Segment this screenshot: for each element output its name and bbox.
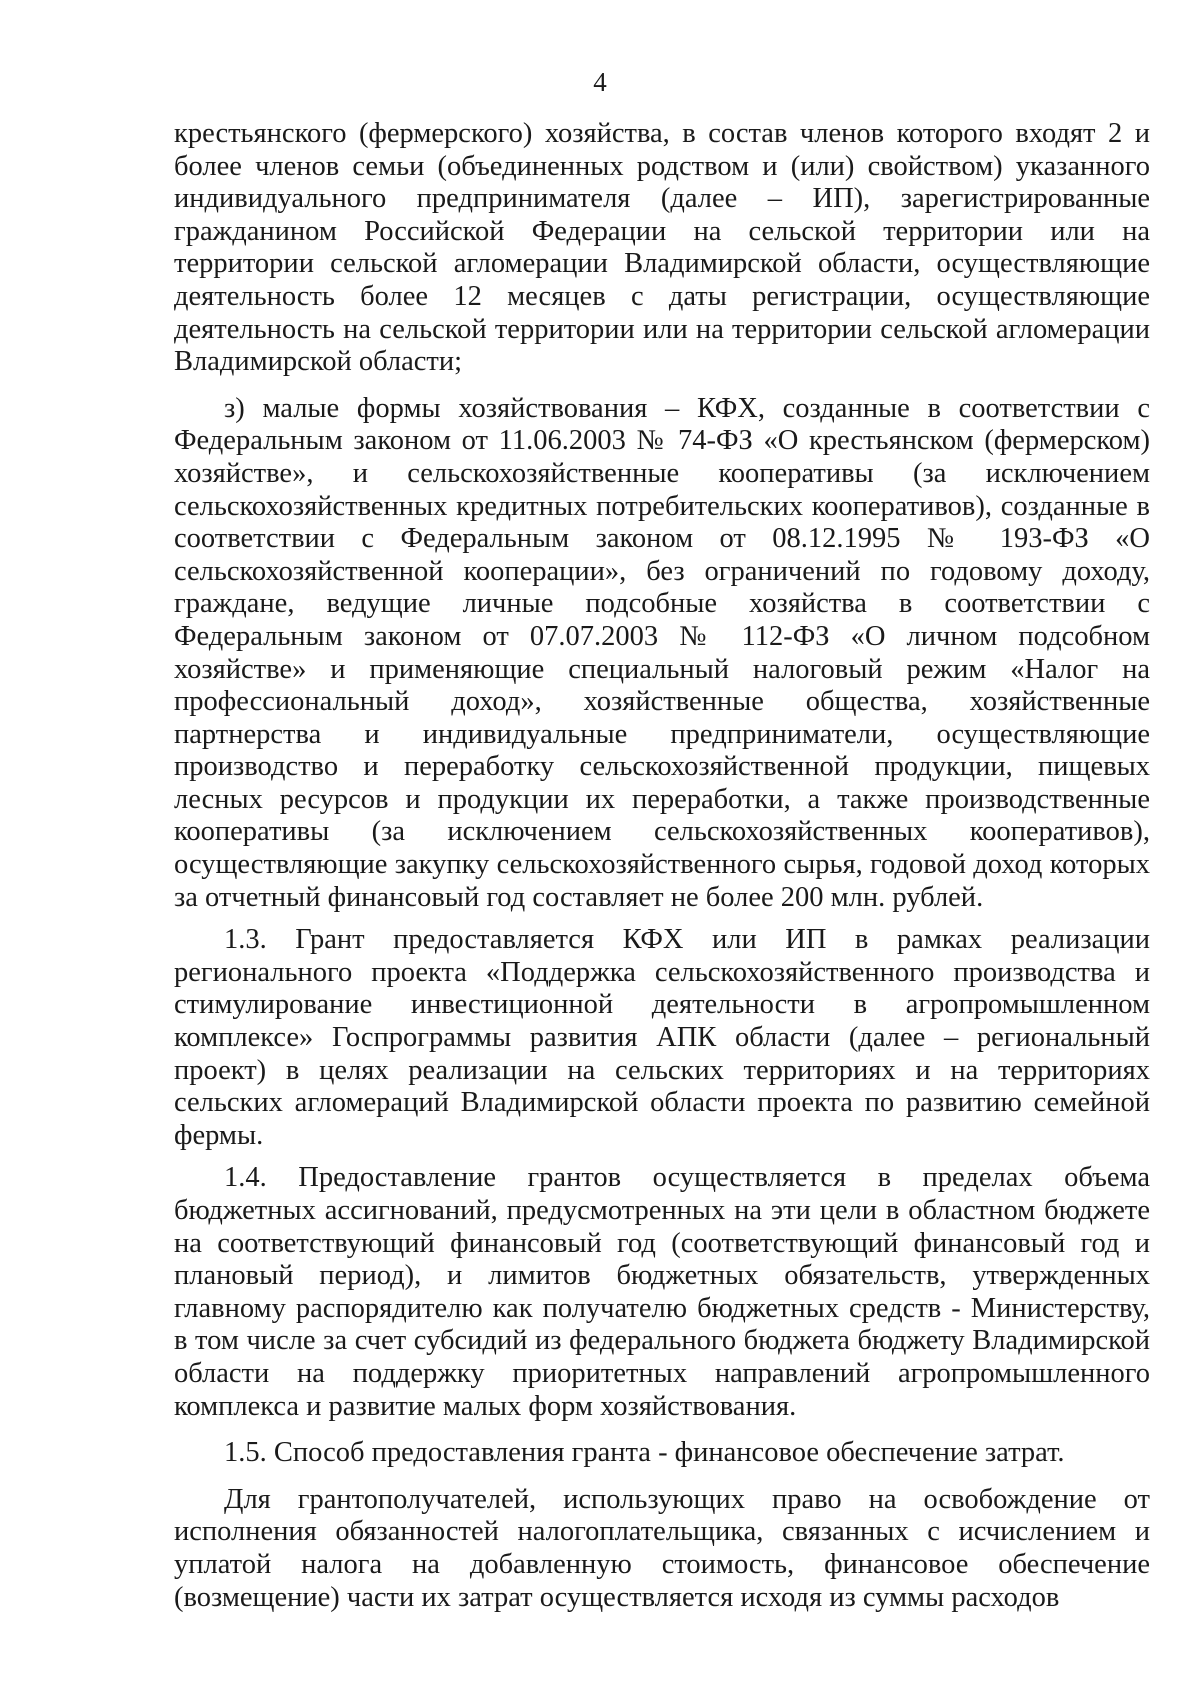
document-body — [174, 118, 1150, 1614]
paragraph-item-z: з) малые формы хозяйствования – КФХ, созданные в соответствии с Федеральным законом от 11.06.2003 № 74-ФЗ «О крестьянском (фермерском) хозяйстве», и сельскохозяйственные кооперативы (за исключением сельскохозяйственных кредитных потребительских кооперативов), созданные в соответствии с Федеральным законом от 08.12.1995 № 193-ФЗ «О сельскохозяйственной кооперации», без ограничений по годовому доходу, граждане, ведущие личные подсобные хозяйства в соответствии с Федеральным законом от 07.07.2003 № 112-ФЗ «О личном подсобном хозяйстве» и применяющие специальный налоговый режим «Налог на профессиональный доход», хозяйственные общества, хозяйственные партнерства и индивидуальные предприниматели, осуществляющие производство и переработку сельскохозяйственной продукции, пищевых лесных ресурсов и продукции их переработки, а также производственные кооперативы (за исключением сельскохозяйственных кооперативов), осуществляющие закупку сельскохозяйственного сырья, годовой доход которых за отчетный финансовый год составляет не более 200 млн. рублей. — [174, 392, 1150, 913]
paragraph-vat-exemption: Для грантополучателей, использующих право на освобождение от исполнения обязанностей налогоплательщика, связанных с исчислением и уплатой налога на добавленную стоимость, финансовое обеспечение (возмещение) части их затрат осуществляется исходя из суммы расходов — [174, 1483, 1150, 1613]
paragraph-1-3: 1.3. Грант предоставляется КФХ или ИП в рамках реализации регионального проекта «Поддержка сельскохозяйственного производства и стимулирование инвестиционной деятельности в агропромышленном комплексе» Госпрограммы развития АПК области (далее – региональный проект) в целях реализации на сельских территориях и на территориях сельских агломераций Владимирской области проекта по развитию семейной фермы. — [174, 924, 1150, 1151]
paragraph-1-5: 1.5. Способ предоставления гранта - финансовое обеспечение затрат. — [224, 1437, 1065, 1469]
page-number: 4 — [593, 67, 607, 97]
paragraph-1-4: 1.4. Предоставление грантов осуществляется в пределах объема бюджетных ассигнований, предусмотренных на эти цели в областном бюджете на соответствующий финансовый год (соответствующий финансовый год и плановый период), и лимитов бюджетных обязательств, утвержденных главному распорядителю как получателю бюджетных средств - Министерству, в том числе за счет субсидий из федерального бюджета бюджету Владимирской области на поддержку приоритетных направлений агропромышленного комплекса и развитие малых форм хозяйствования. — [174, 1162, 1150, 1422]
paragraph-continuation: крестьянского (фермерского) хозяйства, в состав членов которого входят 2 и более членов семьи (объединенных родством и (или) свойством) указанного индивидуального предпринимателя (далее – ИП), зарегистрированные гражданином Российской Федерации на сельской территории или на территории сельской агломерации Владимирской области, осуществляющие деятельность более 12 месяцев с даты регистрации, осуществляющие деятельность на сельской территории или на территории сельской агломерации Владимирской области; — [174, 118, 1150, 378]
